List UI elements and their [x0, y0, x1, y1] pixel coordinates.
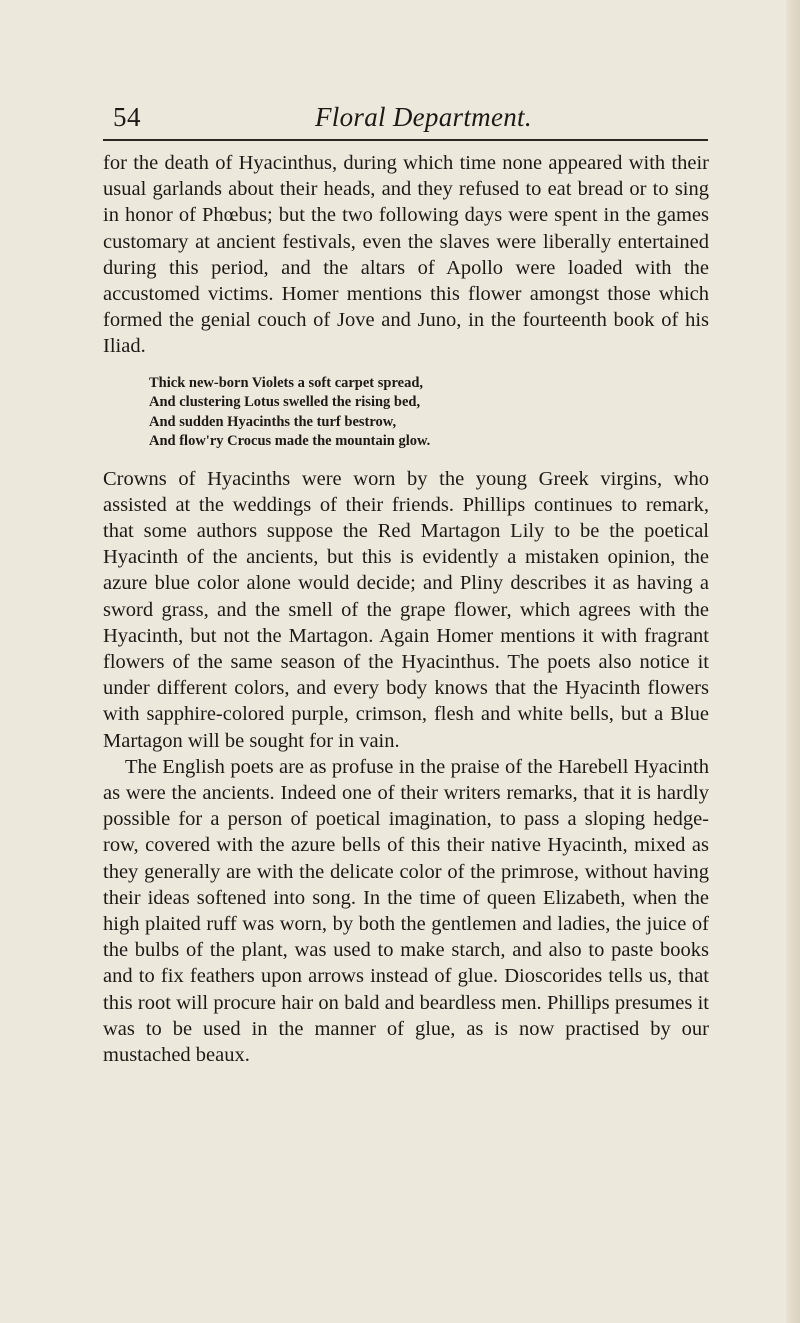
paragraph-3: The English poets are as profuse in the praise of the Harebell Hyacinth as were the ancients. Indeed one of their writers remarks, that it is hardly possible for a person of poetical imagination, to pass a sloping hedge-row, covered with the azure bells of this their native Hyacinth, mixed as they generally are with the delicate color of the primrose, without having their ideas softened into song. In the time of queen Elizabeth, when the high plaited ruff was worn, by both the gentlemen and ladies, the juice of the bulbs of the plant, was used to make starch, and also to paste books and to fix feathers upon arrows instead of glue. Dioscorides tells us, that this root will procure hair on bald and beardless men. Phillips presumes it was to be used in the manner of glue, as is now practised by our mustached beaux. [103, 755, 709, 1067]
verse-line: And flow'ry Crocus made the mountain glow. [149, 433, 431, 450]
verse-line: And sudden Hyacinths the turf bestrow, [149, 413, 397, 430]
paragraph-1: for the death of Hyacinthus, during which time none appeared with their usual garlands about their heads, and they refused to eat bread or to sing in honor of Phœbus; but the two following days were spent in the games customary at ancient festivals, even the slaves were liberally entertained during this period, and the altars of Apollo were loaded with the accustomed victims. Homer mentions this flower amongst those which formed the genial couch of Jove and Juno, in the fourteenth book of his Iliad. [103, 152, 709, 358]
page-edge-shadow [786, 0, 800, 1323]
paragraph-2: Crowns of Hyacinths were worn by the young Greek virgins, who assisted at the weddings of their friends. Phillips continues to remark, that some authors suppose the Red Martagon Lily to be the poetical Hyacinth of the ancients, but this is evidently a mistaken opinion, the azure blue color alone would decide; and Pliny describes it as having a sword grass, and the smell of the grape flower, which agrees with the Hyacinth, but not the Martagon. Again Homer mentions it with fragrant flowers of the same season of the Hyacinthus. The poets also notice it under different colors, and every body knows that the Hyacinth flowers with sapphire-colored purple, crimson, flesh and white bells, but a Blue Martagon will be sought for in vain. [103, 467, 709, 752]
verse-line: And clustering Lotus swelled the rising bed, [149, 394, 421, 411]
verse-line: Thick new-born Violets a soft carpet spread, [149, 374, 424, 391]
running-head [0, 102, 800, 136]
page-number: 54 [113, 102, 141, 132]
running-title: Floral Department. [315, 102, 532, 132]
verse-quotation [149, 374, 709, 452]
body-text [103, 150, 709, 1068]
header-rule [103, 139, 708, 141]
